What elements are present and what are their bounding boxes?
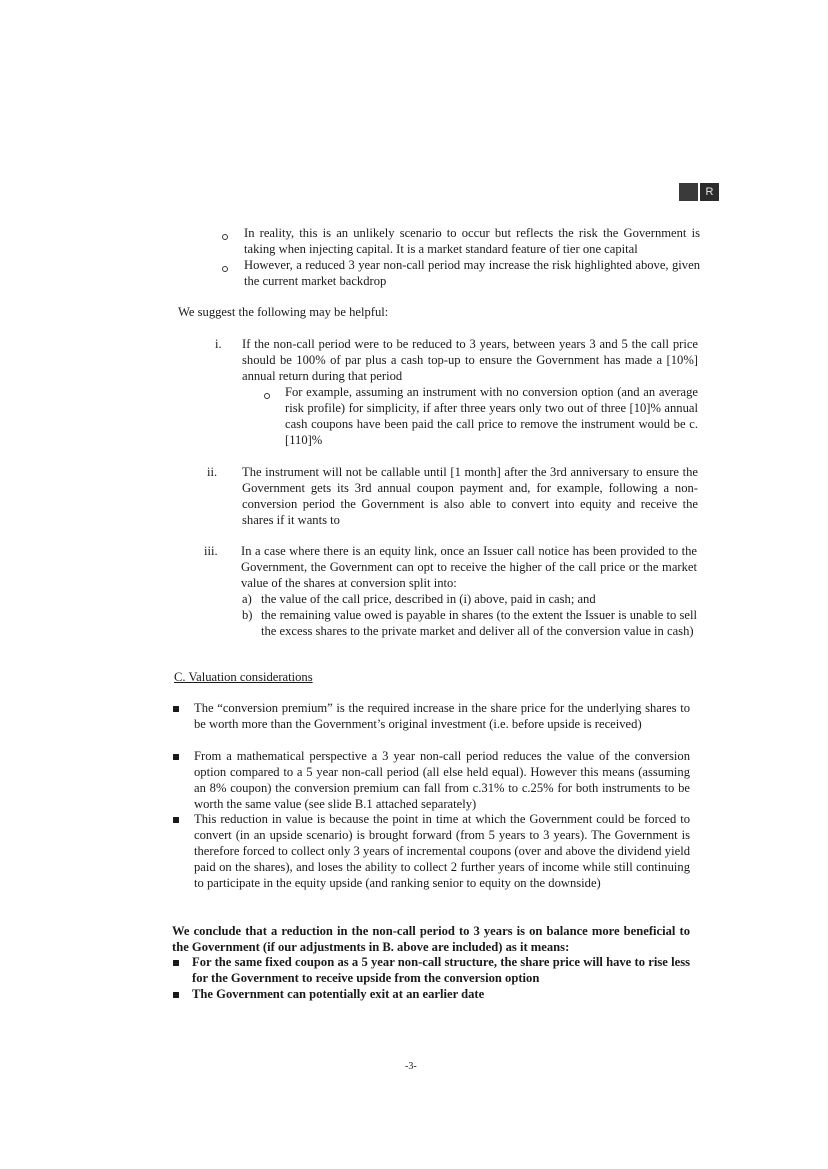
suggestion-sub-text: For example, assuming an instrument with no conversion option (and an average risk profile) for simplicity, if after three years only two out of three [10]% annual cash coupons have been paid the call price to remove the instrument would be c.[110]% bbox=[285, 385, 698, 447]
section-heading: C. Valuation considerations bbox=[174, 670, 313, 684]
conclusion-bullet-text: The Government can potentially exit at an earlier date bbox=[192, 987, 485, 1001]
company-logo bbox=[679, 183, 719, 201]
item-label: a) bbox=[242, 592, 252, 606]
sub-item-text: the remaining value owed is payable in shares (to the extent the Issuer is unable to sell the excess shares to the private market and deliver all of the conversion value in cash) bbox=[261, 608, 697, 638]
item-label: b) bbox=[242, 608, 253, 622]
square-bullet-icon bbox=[173, 960, 179, 966]
suggestion-text: The instrument will not be callable until [1 month] after the 3rd anniversary to ensure the Government gets its 3rd annual coupon payment and, for example, following a non-conversion period the Government is also able to convert into equity and receive the shares if it wants to bbox=[242, 465, 698, 527]
square-bullet-icon bbox=[173, 706, 179, 712]
item-label: ii. bbox=[207, 465, 218, 479]
suggestion-text: If the non-call period were to be reduced to 3 years, between years 3 and 5 the call price should be 100% of par plus a cash top-up to ensure the Government has made a [10%] annual return during that period bbox=[242, 337, 698, 383]
top-bullet-text: In reality, this is an unlikely scenario to occur but reflects the risk the Government is taking when injecting capital. It is a market standard feature of tier one capital bbox=[244, 226, 700, 256]
logo-letter: R bbox=[700, 183, 719, 201]
square-bullet-icon bbox=[173, 754, 179, 760]
conclusion-bullet-text: For the same fixed coupon as a 5 year non-call structure, the share price will have to rise less for the Government to receive upside from the conversion option bbox=[192, 955, 690, 985]
square-bullet-icon bbox=[173, 992, 179, 998]
item-label: iii. bbox=[204, 544, 218, 558]
logo-emblem-icon bbox=[679, 183, 698, 201]
item-label: i. bbox=[215, 337, 222, 351]
circle-bullet-icon bbox=[222, 266, 228, 272]
valuation-bullet-text: The “conversion premium” is the required increase in the share price for the underlying shares to be worth more than the Government’s original investment (i.e. before upside is received) bbox=[194, 701, 690, 731]
conclusion-text: We conclude that a reduction in the non-call period to 3 years is on balance more beneficial to the Government (if our adjustments in B. above are included) as it means: bbox=[172, 924, 690, 954]
sub-item-text: the value of the call price, described in (i) above, paid in cash; and bbox=[261, 592, 596, 606]
page-number: -3- bbox=[405, 1061, 417, 1072]
suggestion-text: In a case where there is an equity link, once an Issuer call notice has been provided to the Government, the Government can opt to receive the higher of the call price or the market value of the shares at conversion split into: bbox=[241, 544, 697, 590]
top-bullet-text: However, a reduced 3 year non-call period may increase the risk highlighted above, given the current market backdrop bbox=[244, 258, 700, 288]
circle-bullet-icon bbox=[264, 393, 270, 399]
valuation-bullet-text: This reduction in value is because the point in time at which the Government could be forced to convert (in an upside scenario) is brought forward (from 5 years to 3 years). The Government is therefore forced to collect only 3 years of incremental coupons (over and above the dividend yield paid on the shares), and loses the ability to collect 2 further years of income while still continuing to participate in the equity upside (and ranking senior to equity on the downside) bbox=[194, 812, 690, 890]
suggest-intro: We suggest the following may be helpful: bbox=[178, 305, 389, 319]
circle-bullet-icon bbox=[222, 234, 228, 240]
square-bullet-icon bbox=[173, 817, 179, 823]
valuation-bullet-text: From a mathematical perspective a 3 year non-call period reduces the value of the conversion option compared to a 5 year non-call period (all else held equal). However this means (assuming an 8% coupon) the conversion premium can fall from c.31% to c.25% for both instruments to be worth the same value (see slide B.1 attached separately) bbox=[194, 749, 690, 811]
